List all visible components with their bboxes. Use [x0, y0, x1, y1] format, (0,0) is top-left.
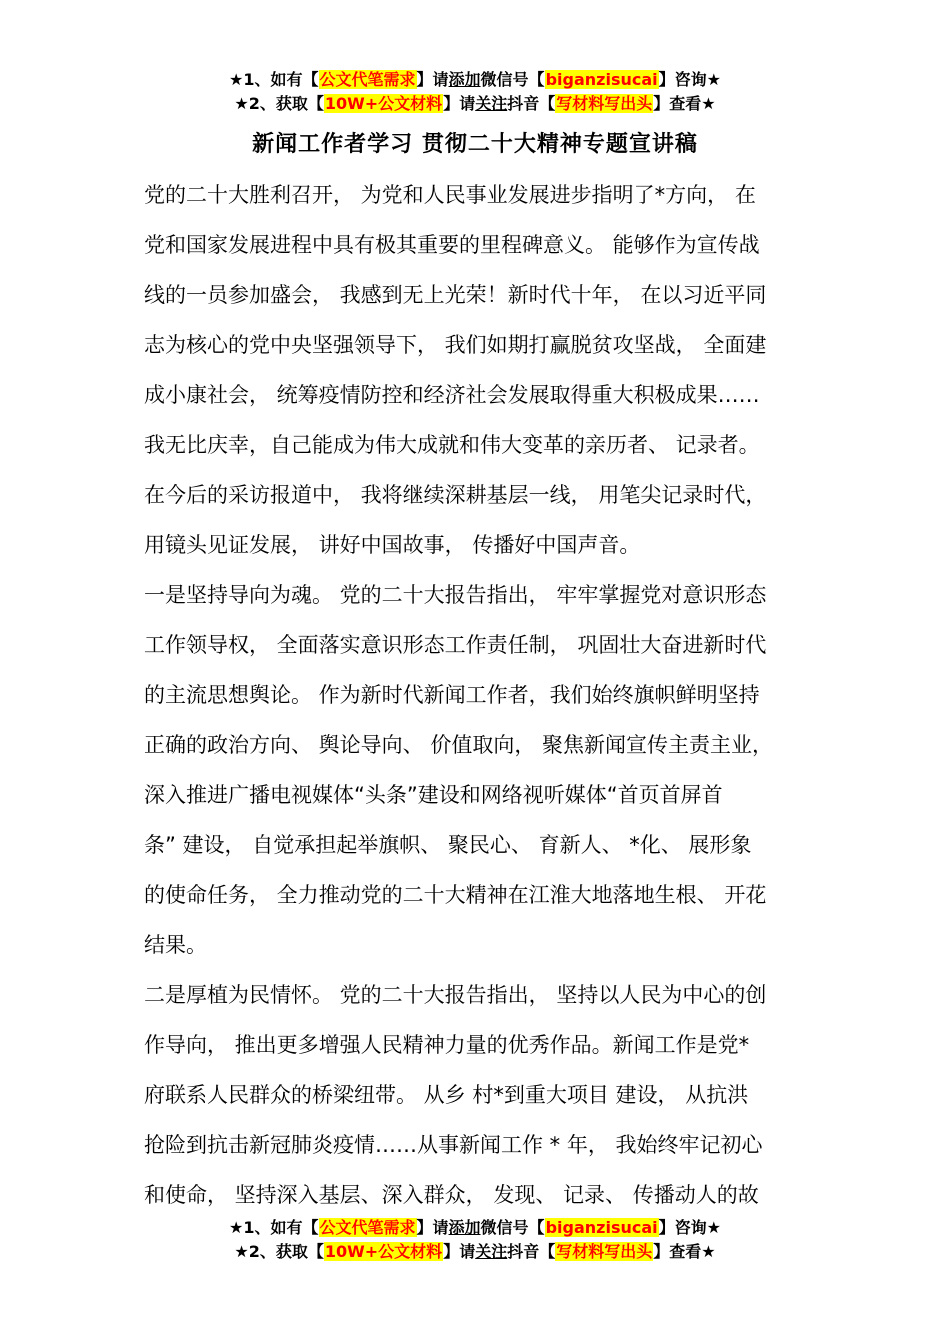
highlight-service: 公文代笔需求: [319, 70, 416, 89]
body-line: 一是坚持导向为魂。 党的二十大报告指出， 牢牢掌握党对意识形态: [144, 583, 767, 607]
banner-text: ★2、获取【: [234, 94, 324, 113]
highlight-douyin-account: 写材料写出头: [556, 1242, 653, 1261]
body-line: 志为核心的党中央坚强领导下， 我们如期打赢脱贫攻坚战， 全面建: [144, 333, 767, 357]
promo-banner-bottom: [0, 1216, 950, 1264]
body-line: 结果。: [144, 933, 207, 957]
body-line: 我无比庆幸，自己能成为伟大成就和伟大变革的亲历者、 记录者。: [144, 433, 760, 457]
document-title: 新闻工作者学习 贯彻二十大精神专题宣讲稿: [252, 132, 698, 157]
highlight-service: 公文代笔需求: [319, 1218, 416, 1237]
body-line: 抢险到抗击新冠肺炎疫情……从事新闻工作 * 年， 我始终牢记初心: [144, 1133, 763, 1157]
banner-text-underlined: 添加: [448, 70, 481, 89]
banner-text: ★1、如有【: [229, 1218, 319, 1237]
banner-text-underlined: 关注: [475, 94, 508, 113]
banner-text: 】请: [443, 1242, 476, 1261]
body-line: 府联系人民群众的桥梁纽带。 从乡 村*到重大项目 建设， 从抗洪: [144, 1083, 749, 1107]
banner-text: 微信号【: [480, 1218, 545, 1237]
document-body: [144, 170, 844, 1220]
highlight-wechat-id: biganzisucai: [545, 1218, 658, 1237]
highlight-materials: 10W+公文材料: [324, 1242, 443, 1261]
banner-line-1: [0, 68, 950, 92]
banner-text: 】请: [416, 70, 449, 89]
body-line: 工作领导权， 全面落实意识形态工作责任制， 巩固壮大奋进新时代: [144, 633, 767, 657]
body-line: 和使命， 坚持深入基层、深入群众， 发现、 记录、 传播动人的故: [144, 1183, 759, 1207]
banner-text: 抖音【: [507, 1242, 556, 1261]
banner-text: ★2、获取【: [234, 1242, 324, 1261]
body-line: 的使命任务， 全力推动党的二十大精神在江淮大地落地生根、 开花: [144, 883, 767, 907]
banner-text: 】咨询★: [658, 70, 721, 89]
highlight-wechat-id: biganzisucai: [545, 70, 658, 89]
body-line: 作导向， 推出更多增强人民精神力量的优秀作品。新闻工作是党*: [144, 1033, 750, 1057]
body-line: 用镜头见证发展， 讲好中国故事， 传播好中国声音。: [144, 533, 641, 557]
highlight-douyin-account: 写材料写出头: [556, 94, 653, 113]
body-line: 二是厚植为民情怀。 党的二十大报告指出， 坚持以人民为中心的创: [144, 983, 767, 1007]
banner-text: 】查看★: [653, 1242, 716, 1261]
banner-line-2: [0, 1240, 950, 1264]
banner-text: ★1、如有【: [229, 70, 319, 89]
banner-text-underlined: 关注: [475, 1242, 508, 1261]
banner-text: 微信号【: [480, 70, 545, 89]
body-line: 党和国家发展进程中具有极其重要的里程碑意义。 能够作为宣传战: [144, 233, 760, 257]
body-line: 正确的政治方向、 舆论导向、 价值取向， 聚焦新闻宣传主责主业，: [144, 733, 774, 757]
banner-text: 】查看★: [653, 94, 716, 113]
body-line: 线的一员参加盛会， 我感到无上光荣！新时代十年， 在以习近平同: [144, 283, 767, 307]
banner-text: 】请: [416, 1218, 449, 1237]
promo-banner-top: [0, 68, 950, 116]
banner-line-1: [0, 1216, 950, 1240]
banner-text-underlined: 添加: [448, 1218, 481, 1237]
banner-line-2: [0, 92, 950, 116]
highlight-materials: 10W+公文材料: [324, 94, 443, 113]
body-line: 党的二十大胜利召开， 为党和人民事业发展进步指明了*方向， 在: [144, 183, 756, 207]
body-line: 深入推进广播电视媒体“头条”建设和网络视听媒体“首页首屏首: [144, 783, 723, 807]
body-line: 成小康社会， 统筹疫情防控和经济社会发展取得重大积极成果……: [144, 383, 760, 407]
banner-text: 抖音【: [507, 94, 556, 113]
banner-text: 】请: [443, 94, 476, 113]
body-line: 的主流思想舆论。 作为新时代新闻工作者，我们始终旗帜鲜明坚持: [144, 683, 760, 707]
body-line: 条” 建设， 自觉承担起举旗帜、 聚民心、 育新人、 *化、 展形象: [144, 833, 752, 857]
banner-text: 】咨询★: [658, 1218, 721, 1237]
body-line: 在今后的采访报道中， 我将继续深耕基层一线， 用笔尖记录时代，: [144, 483, 767, 507]
